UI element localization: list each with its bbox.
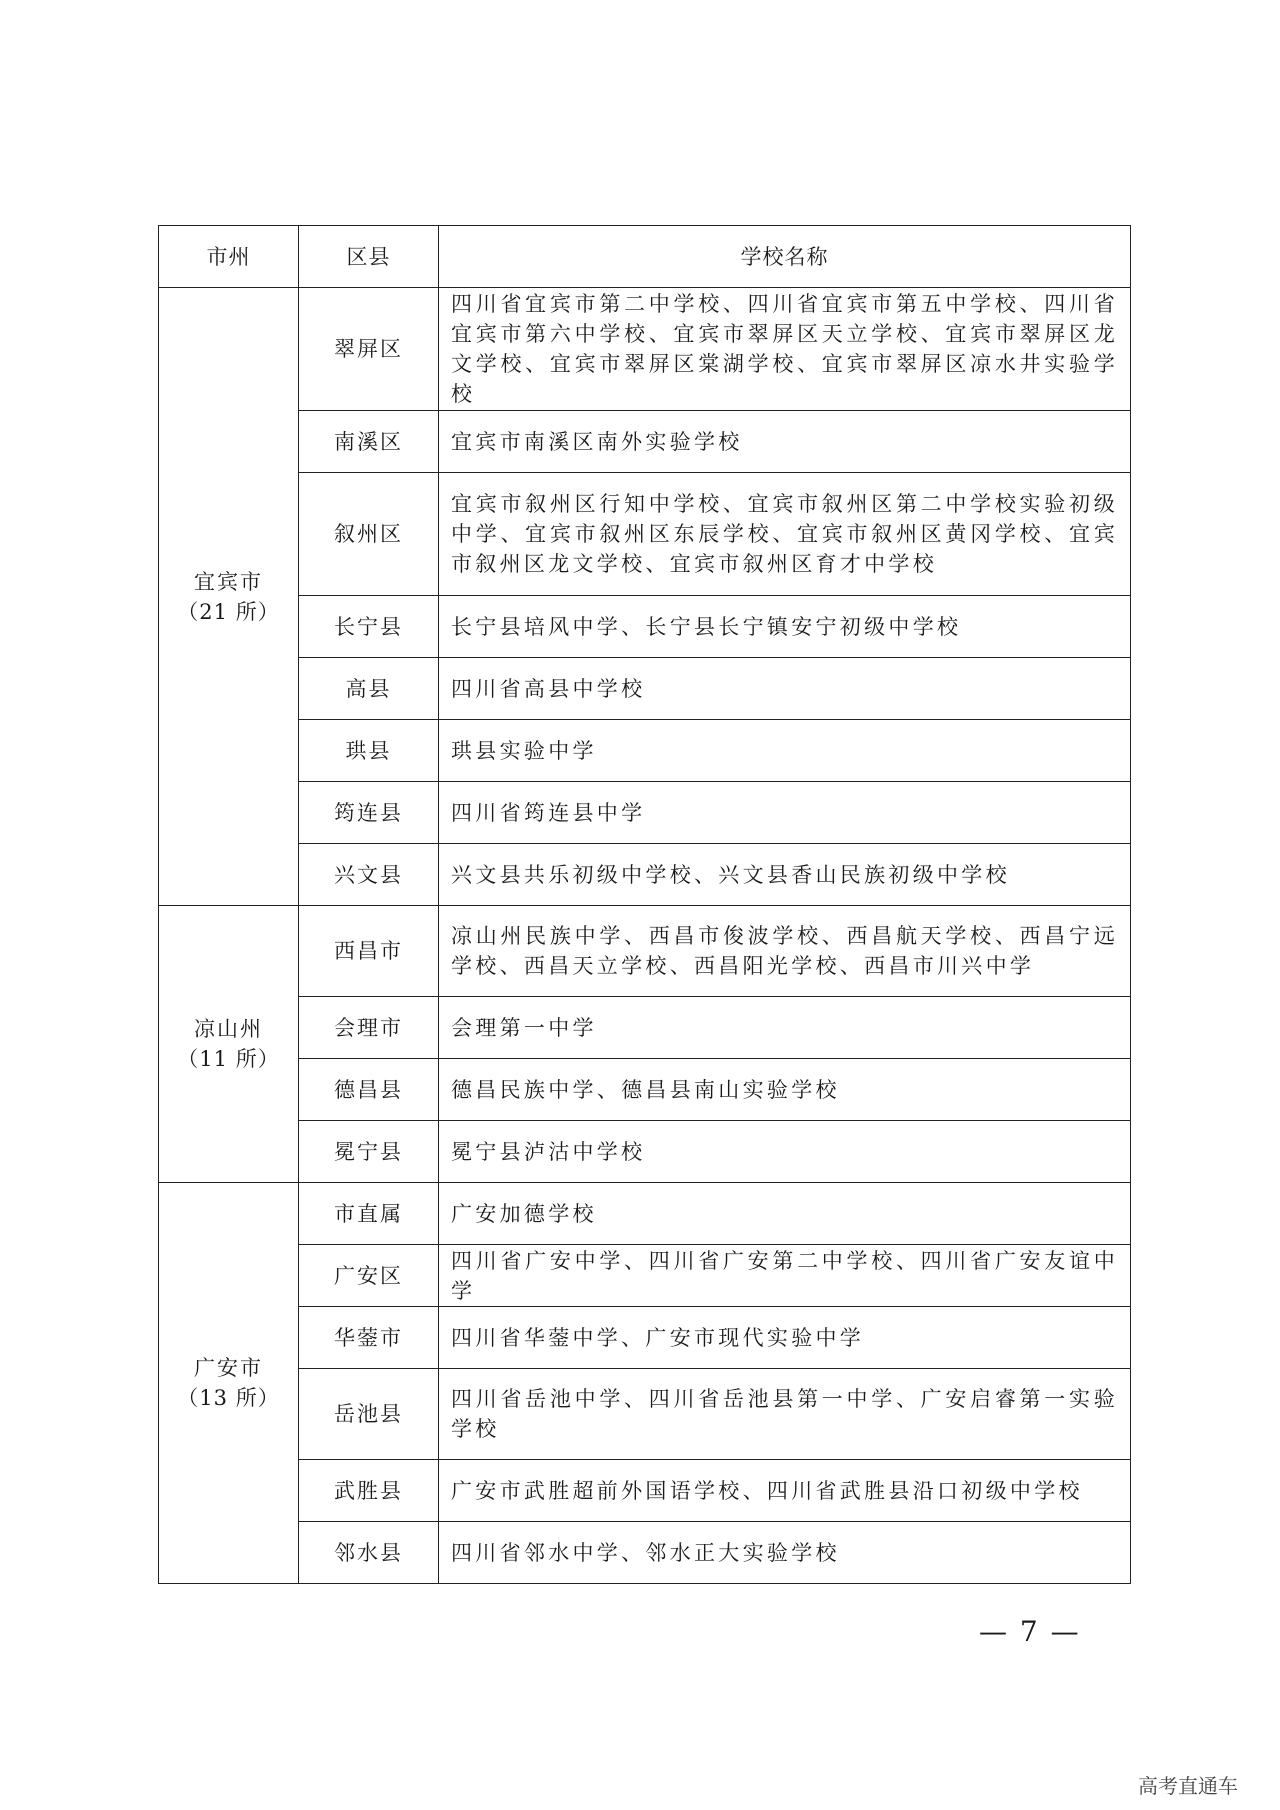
table-row [159, 658, 1131, 720]
table-row [159, 1245, 1131, 1307]
schools-cell: 兴文县共乐初级中学校、兴文县香山民族初级中学校 [439, 844, 1131, 906]
schools-cell: 四川省筠连县中学 [439, 782, 1131, 844]
city-name: 凉山州 [194, 1017, 263, 1041]
schools-cell: 广安市武胜超前外国语学校、四川省武胜县沿口初级中学校 [439, 1460, 1131, 1522]
schools-cell: 广安加德学校 [439, 1183, 1131, 1245]
schools-cell: 四川省高县中学校 [439, 658, 1131, 720]
table-row [159, 782, 1131, 844]
city-school-count: （21 所） [177, 599, 280, 624]
table-row [159, 997, 1131, 1059]
city-cell [159, 1183, 299, 1584]
county-cell: 会理市 [299, 997, 439, 1059]
county-cell: 西昌市 [299, 906, 439, 997]
county-cell: 华蓥市 [299, 1307, 439, 1369]
county-cell: 长宁县 [299, 596, 439, 658]
table-row [159, 411, 1131, 473]
header-schools: 学校名称 [439, 226, 1131, 288]
table-row [159, 906, 1131, 997]
school-list-table [158, 225, 1131, 1584]
table-row [159, 1307, 1131, 1369]
table-row [159, 844, 1131, 906]
schools-cell: 宜宾市叙州区行知中学校、宜宾市叙州区第二中学校实验初级中学、宜宾市叙州区东辰学校、宜宾市叙州区黄冈学校、宜宾市叙州区龙文学校、宜宾市叙州区育才中学校 [439, 473, 1131, 596]
schools-cell: 凉山州民族中学、西昌市俊波学校、西昌航天学校、西昌宁远学校、西昌天立学校、西昌阳光学校、西昌市川兴中学 [439, 906, 1131, 997]
county-cell: 叙州区 [299, 473, 439, 596]
schools-cell: 长宁县培风中学、长宁县长宁镇安宁初级中学校 [439, 596, 1131, 658]
schools-cell: 会理第一中学 [439, 997, 1131, 1059]
city-cell [159, 906, 299, 1183]
table-row [159, 1059, 1131, 1121]
table-row [159, 1522, 1131, 1584]
table-row [159, 1121, 1131, 1183]
table-row [159, 1369, 1131, 1460]
city-cell [159, 288, 299, 906]
table-row [159, 473, 1131, 596]
county-cell: 邻水县 [299, 1522, 439, 1584]
table-row [159, 720, 1131, 782]
schools-cell: 珙县实验中学 [439, 720, 1131, 782]
table-row [159, 596, 1131, 658]
county-cell: 南溪区 [299, 411, 439, 473]
schools-cell: 四川省宜宾市第二中学校、四川省宜宾市第五中学校、四川省宜宾市第六中学校、宜宾市翠屏区天立学校、宜宾市翠屏区龙文学校、宜宾市翠屏区棠湖学校、宜宾市翠屏区凉水井实验学校 [439, 288, 1131, 411]
table-header-row [159, 226, 1131, 288]
county-cell: 冕宁县 [299, 1121, 439, 1183]
table-row [159, 288, 1131, 411]
city-school-count: （13 所） [177, 1386, 280, 1410]
schools-cell: 宜宾市南溪区南外实验学校 [439, 411, 1131, 473]
schools-cell: 德昌民族中学、德昌县南山实验学校 [439, 1059, 1131, 1121]
schools-cell: 冕宁县泸沽中学校 [439, 1121, 1131, 1183]
city-name: 宜宾市 [194, 569, 263, 594]
county-cell: 高县 [299, 658, 439, 720]
county-cell: 珙县 [299, 720, 439, 782]
header-county: 区县 [299, 226, 439, 288]
table-row [159, 1460, 1131, 1522]
county-cell: 翠屏区 [299, 288, 439, 411]
county-cell: 岳池县 [299, 1369, 439, 1460]
schools-cell: 四川省华蓥中学、广安市现代实验中学 [439, 1307, 1131, 1369]
schools-cell: 四川省广安中学、四川省广安第二中学校、四川省广安友谊中学 [439, 1245, 1131, 1307]
county-cell: 筠连县 [299, 782, 439, 844]
county-cell: 德昌县 [299, 1059, 439, 1121]
city-school-count: （11 所） [177, 1047, 280, 1071]
watermark-text: 高考直通车 [1138, 1774, 1238, 1798]
county-cell: 广安区 [299, 1245, 439, 1307]
city-name: 广安市 [194, 1356, 263, 1380]
schools-cell: 四川省岳池中学、四川省岳池县第一中学、广安启睿第一实验学校 [439, 1369, 1131, 1460]
schools-cell: 四川省邻水中学、邻水正大实验学校 [439, 1522, 1131, 1584]
county-cell: 兴文县 [299, 844, 439, 906]
page-number: — 7 — [979, 1615, 1081, 1648]
header-city: 市州 [159, 226, 299, 288]
county-cell: 市直属 [299, 1183, 439, 1245]
county-cell: 武胜县 [299, 1460, 439, 1522]
table-row [159, 1183, 1131, 1245]
